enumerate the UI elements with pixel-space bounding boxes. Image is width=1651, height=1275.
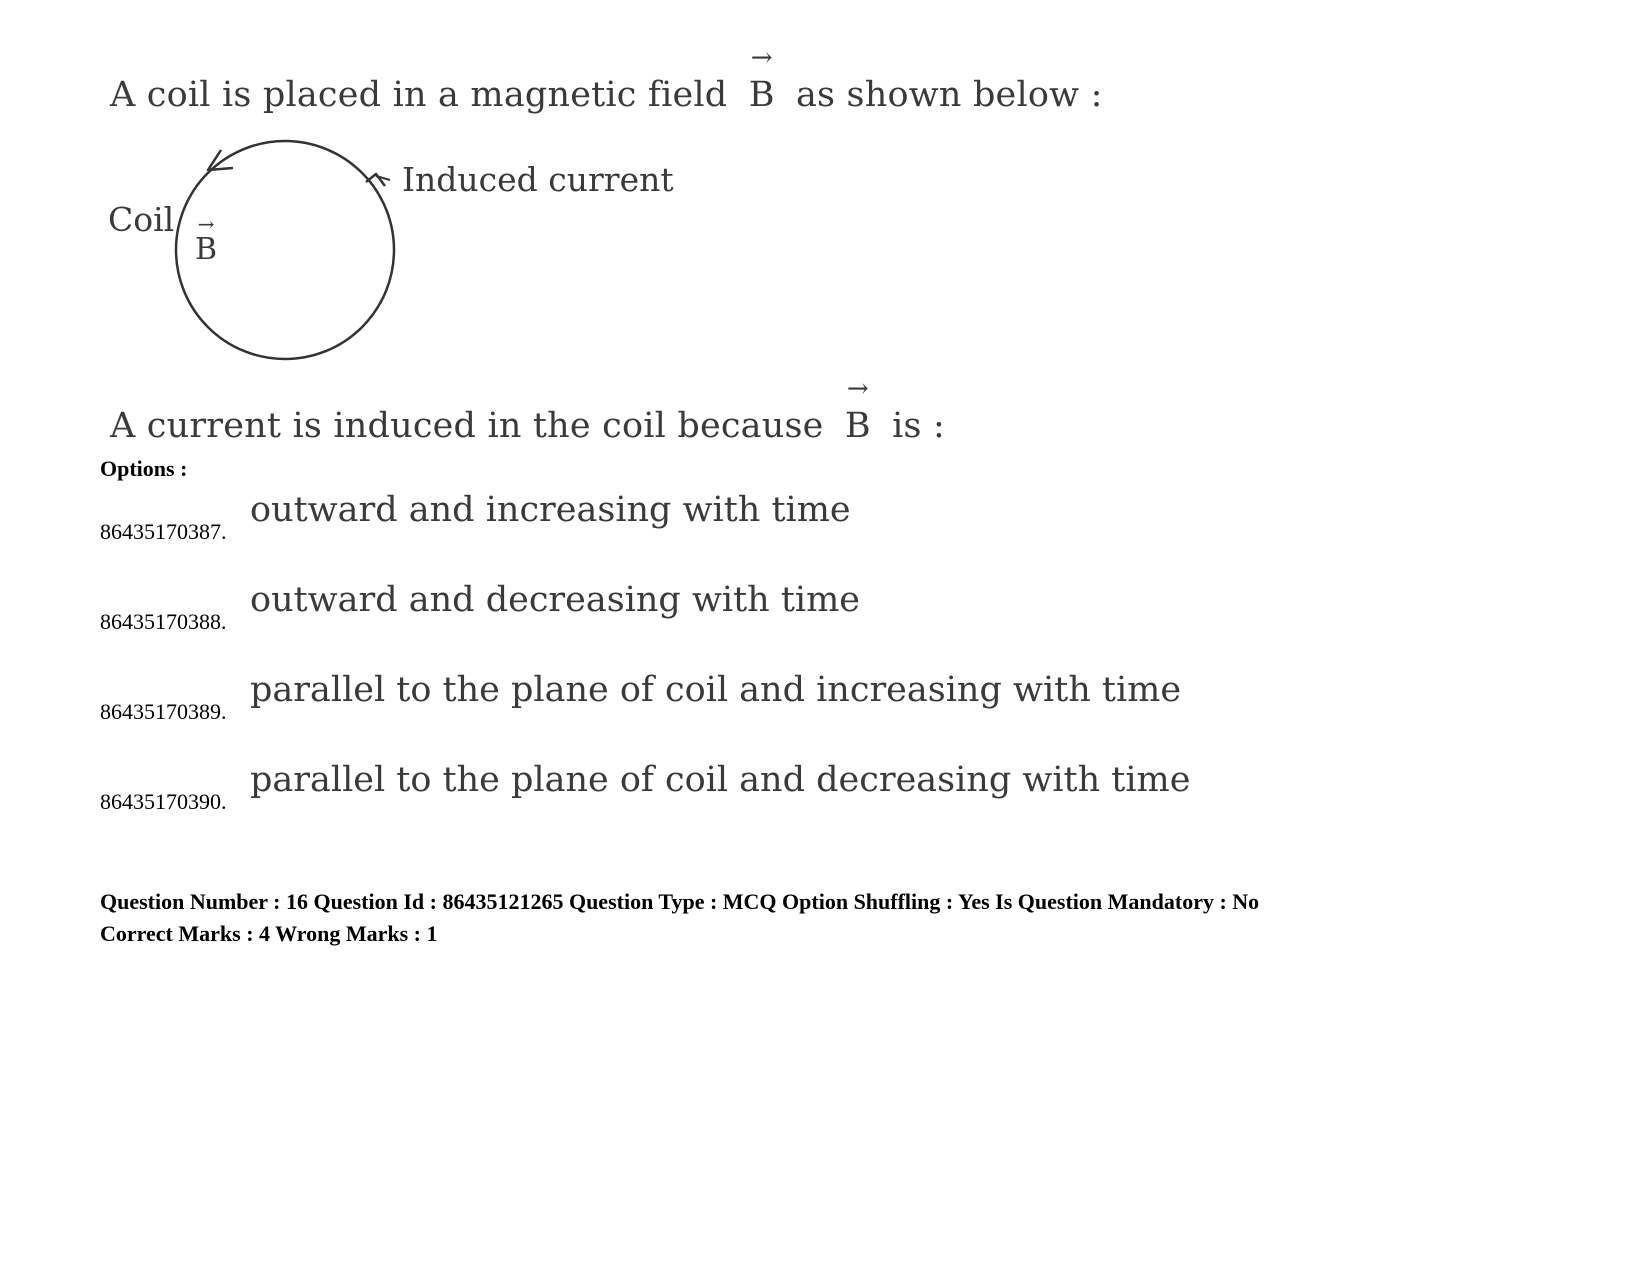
induced-current-label: Induced current — [402, 160, 674, 199]
option-text[interactable]: outward and increasing with time — [250, 490, 851, 530]
question-intro-before: A coil is placed in a magnetic field — [110, 75, 728, 115]
option-id: 86435170389. — [100, 699, 227, 724]
current-arrowhead-right — [366, 174, 385, 186]
question-meta-line2: Correct Marks : 4 Wrong Marks : 1 — [100, 921, 438, 946]
vector-arrow: → — [750, 43, 773, 73]
vector-b-prompt — [835, 374, 881, 446]
vector-arrow-prompt: → — [846, 374, 869, 404]
options-label: Options : — [100, 456, 188, 481]
option-text[interactable]: outward and decreasing with time — [250, 580, 861, 620]
question-prompt-after: is : — [892, 406, 946, 446]
option-text[interactable]: parallel to the plane of coil and decreasing with time — [250, 760, 1191, 800]
question-prompt-before: A current is induced in the coil because — [110, 406, 824, 446]
vector-b — [739, 43, 785, 115]
coil-label: Coil — [108, 200, 175, 239]
question-prompt — [110, 374, 946, 446]
option-text[interactable]: parallel to the plane of coil and increasing with time — [250, 670, 1182, 710]
current-arrowhead-left — [208, 150, 233, 170]
field-vector-label — [193, 212, 219, 267]
vector-symbol-prompt: B — [844, 406, 871, 446]
vector-symbol: B — [748, 75, 775, 115]
question-meta-line1: Question Number : 16 Question Id : 86435121265 Question Type : MCQ Option Shuffling : Yes Is Question Mandatory : No — [100, 889, 1260, 914]
question-intro-after: as shown below : — [795, 75, 1103, 115]
field-arrow: → — [197, 212, 215, 236]
option-id: 86435170390. — [100, 789, 227, 814]
field-symbol: B — [195, 232, 218, 267]
option-id: 86435170387. — [100, 519, 227, 544]
option-id: 86435170388. — [100, 609, 227, 634]
